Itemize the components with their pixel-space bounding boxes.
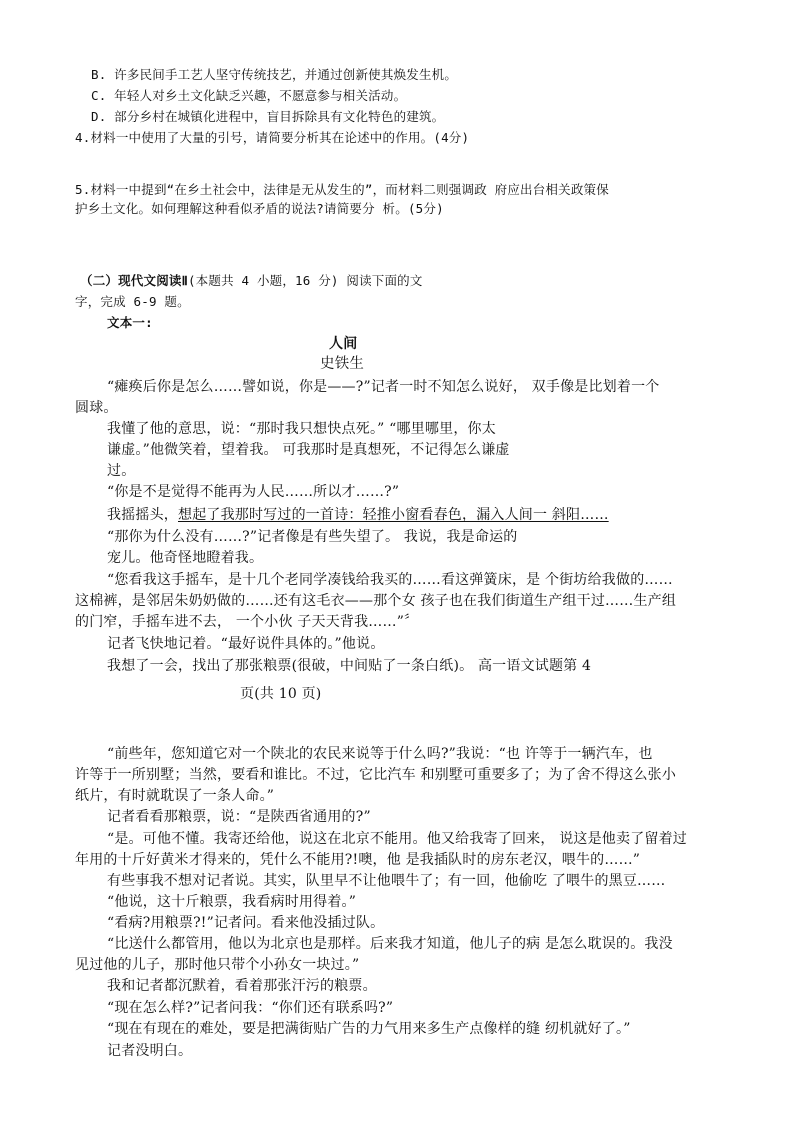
section-instruction: 字，完成 6-9 题。 (75, 294, 190, 309)
paragraph-4 (107, 506, 609, 524)
section-heading (80, 272, 423, 290)
option-d: D. 部分乡村在城镇化进程中，盲目拆除具有文化特色的建筑。 (91, 109, 445, 124)
article-author: 史铁生 (320, 356, 365, 372)
option-c: C. 年轻人对乡土文化缺乏兴趣，不愿意参与相关活动。 (91, 88, 407, 103)
page2-paragraph-10: “现在有现在的难处，要是把满街贴广告的力气用来多生产点像样的缝 纫机就好了。” (107, 1021, 631, 1037)
page2-paragraph-1-line-3: 纸片，有时就耽误了一条人命。” (75, 788, 275, 804)
paragraph-3: “你是不是觉得不能再为人民……所以才……?” (107, 484, 400, 500)
page2-paragraph-2: 记者看看那粮票，说：“是陕西省通用的?” (107, 809, 371, 825)
page-footer: 页(共 10 页) (240, 686, 322, 702)
option-b: B. 许多民间手工艺人坚守传统技艺，并通过创新使其焕发生机。 (91, 67, 458, 82)
page2-paragraph-3-line-1: “是。可他不懂。我寄还给他，说这在北京不能用。他又给我寄了回来， 说这是他卖了留着过 (107, 831, 688, 847)
article-title: 人间 (329, 336, 358, 352)
page2-paragraph-6: “看病?用粮票?!”记者问。看来他没插过队。 (107, 915, 385, 931)
question-5-line-2: 护乡土文化。如何理解这种看似矛盾的说法?请简要分 析。(5分) (75, 201, 444, 216)
paragraph-1-line-2: 圆球。 (75, 400, 118, 416)
page2-paragraph-5: “他说，这十斤粮票，我看病时用得着。” (107, 894, 357, 910)
paragraph-6-line-2: 这棉裤，是邻居朱奶奶做的……还有这毛衣——那个女 孩子也在我们街道生产组干过……生产组 (75, 593, 677, 609)
section-heading-rest: (本题共 4 小题，16 分) 阅读下面的文 (187, 273, 423, 288)
paragraph-5-line-2: 宠儿。他奇怪地瞪着我。 (107, 550, 264, 566)
paragraph-8: 我想了一会，找出了那张粮票(很破，中间贴了一条白纸)。 高一语文试题第 4 (107, 658, 592, 674)
paragraph-2-line-3: 过。 (107, 463, 136, 479)
page2-paragraph-8: 我和记者都沉默着，看着那张汗污的粮票。 (107, 978, 377, 994)
page2-paragraph-7-line-1: “比送什么都管用，他以为北京也是那样。后来我才知道，他儿子的病 是怎么耽误的。我没 (107, 936, 673, 952)
question-5-line-1: 5.材料一中提到“在乡土社会中，法律是无从发生的”，而材料二则强调政 府应出台相关政策保 (75, 182, 609, 197)
page2-paragraph-3-line-2: 年用的十斤好黄米才得来的，凭什么不能用?!噢，他 是我插队时的房东老汉，喂牛的……” (75, 852, 641, 868)
underlined-poem: 想起了我那时写过的一首诗：轻推小窗看春色，漏入人间一 斜阳…… (178, 507, 609, 523)
paragraph-6-line-3: 的门窄，手摇车进不去， 一个小伙 子天天背我……”〞 (75, 614, 419, 630)
section-heading-bold: （二）现代文阅读Ⅱ (80, 273, 188, 288)
page2-paragraph-4: 有些事我不想对记者说。其实，队里早不让他喂牛了；有一回，他偷吃 了喂牛的黑豆…… (107, 873, 666, 889)
paragraph-7: 记者飞快地记着。“最好说件具体的。”他说。 (107, 636, 385, 652)
paragraph-5-line-1: “那你为什么没有……?”记者像是有些失望了。 我说，我是命运的 (107, 529, 518, 545)
paragraph-6-line-1: “您看我这手摇车，是十几个老同学凑钱给我买的……看这弹簧床，是 个街坊给我做的…… (107, 572, 673, 588)
page2-paragraph-7-line-2: 见过他的儿子，那时他只带个小孙女一块过。” (75, 957, 360, 973)
question-4: 4.材料一中使用了大量的引号，请简要分析其在论述中的作用。(4分) (75, 130, 470, 145)
page2-paragraph-11: 记者没明白。 (107, 1043, 193, 1059)
paragraph-2-line-2: 谦虚。”他微笑着，望着我。 可我那时是真想死，不记得怎么谦虚 (107, 442, 510, 458)
page2-paragraph-1-line-1: “前些年，您知道它对一个陕北的农民来说等于什么吗?”我说：“也 许等于一辆汽车，也 (107, 746, 653, 762)
paragraph-2-line-1: 我懂了他的意思，说：“那时我只想快点死。” “哪里哪里，你太 (107, 421, 496, 437)
paragraph-1-line-1: “瘫痪后你是怎么……譬如说，你是——?”记者一时不知怎么说好， 双手像是比划着一个 (107, 379, 660, 395)
paragraph-4-intro: 我摇摇头， (107, 507, 178, 523)
page2-paragraph-9: “现在怎么样?”记者问我：“你们还有联系吗?” (107, 1000, 394, 1016)
text-label: 文本一: (107, 315, 153, 330)
page2-paragraph-1-line-2: 许等于一所别墅；当然，要看和谁比。不过，它比汽车 和别墅可重要多了；为了舍不得这么张小 (75, 767, 677, 783)
